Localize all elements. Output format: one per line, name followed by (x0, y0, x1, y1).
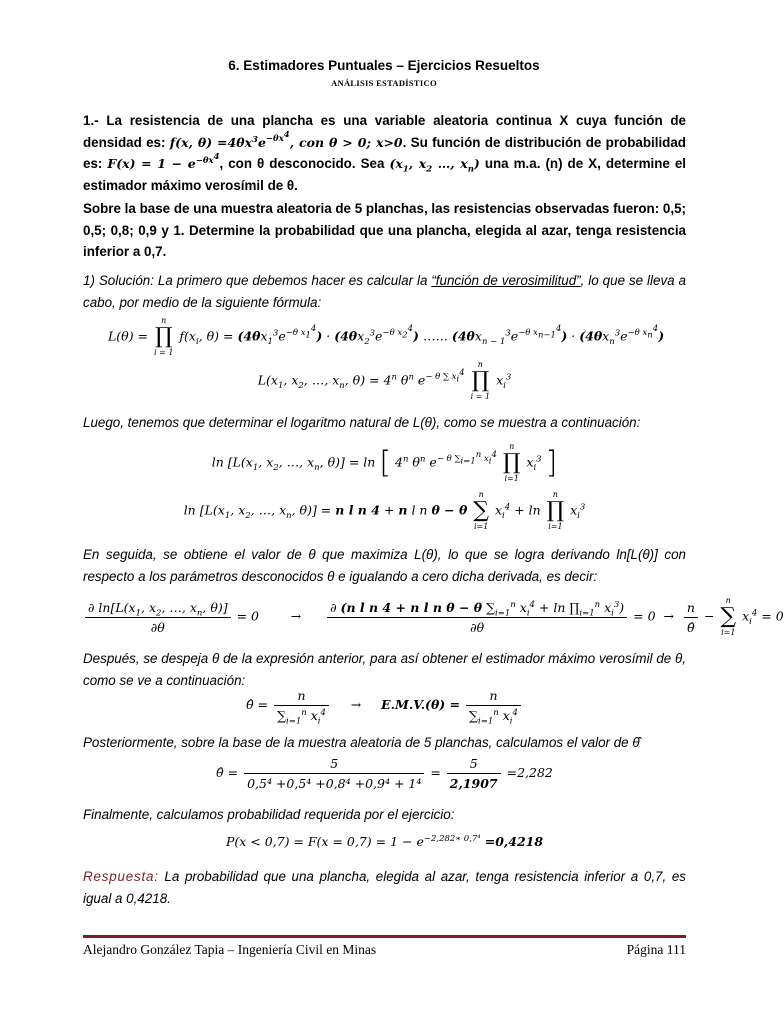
problem-text-d: una m.a. (n) de X, determine el estimador máximo verosímil de θ. (83, 156, 687, 193)
emv-label: E.M.V.(θ) = (381, 697, 461, 712)
footer-author: Alejandro González Tapia – Ingeniería Civil en Minas (83, 942, 377, 957)
problem-text-a: 1.- La resistencia de una plancha es una variable aleatoria continua X cuya función de densidad es: (83, 113, 686, 150)
likelihood-simplified: $L(x_1$, $x_2$, …, $x_n$, $\theta) = 4^n$ $\theta^n$ $e^{- \theta \sum x_i^4}$ n ∏ i = 1 $x_i^3$ (257, 360, 512, 401)
footer-page-number: Página 111 (626, 942, 686, 957)
answer-label: Respuesta: (83, 869, 159, 884)
probability-result: =0,4218 (484, 834, 544, 849)
log-likelihood-1: $\ln [L(x_1$, $x_2$, …, $x_n$, θ)] = ln [ 4$^n$ $\theta^n$ $e^{- \theta \sum_{i=1}^n x_i^4}$ n ∏ i=1 $x_i^3$ ] (211, 442, 558, 483)
distribution-function: $F(x) = 1 - e^{-\theta x^4}$ (107, 152, 220, 171)
theta-numerator: 5 (244, 756, 424, 774)
derivative-equation: $\frac{\partial \ln[L(x_1, x_2, \dots, x_n, \theta)]}{\partial\theta}$ = 0 → $\frac{\partial (n l n 4 + n l n \theta - \theta \sum_{i=1}^n x_i^4 + \ln \prod_{i=1}^n x_i^3)}{\partial\theta}$ = 0 → $\frac{n}{\thetâ}$ − n ∑ i=1 $x_i^4 = 0$ (83, 596, 686, 638)
theta-denominator-1: 0,5⁴ +0,5⁴ +0,8⁴ +0,9⁴ + 1⁴ (247, 776, 422, 791)
problem-statement-2: Sobre la base de una muestra aleatoria de 5 planchas, las resistencias observadas fueron: 0,5; 0,5; 0,8; 0,9 y 1. Determine la probabilidad que una plancha, elegida al azar, tenga resistencia inferior a 0,7. (83, 201, 686, 259)
likelihood-equation: L(θ) = n ∏ i = 1 $f(x_i$, $\theta) = (4\theta x_1^3e^{-\theta x_1^4}) \cdot (4\theta x_2^3e^{-\theta x_2^4})$ …… $(4\theta x_{n - 1}^3e^{-\theta x_{n-1}^4}) \cdot (4\theta x_n^3e^{-\theta x_n^4})$ (108, 316, 665, 357)
probability-lhs: P(x < 0,7) = F(x = 0,7) = 1 − e (225, 834, 424, 849)
post-intro: Posteriormente, sobre la base de la muestra aleatoria de 5 planchas, calculamos el valor de θ̂ (83, 735, 640, 750)
estimator-equation: θ̂ = $\frac{n}{\sum_{i=1}^n x_i^4}$ → E.M.V.(θ) = $\frac{n}{\sum_{i=1}^n x_i^4}$ (83, 688, 686, 723)
footer-rule (83, 935, 686, 938)
log-likelihood-2: $\ln [L(x_1$, $x_2$, …, $x_n$, θ)] = n l n 4 + n l n θ − θ n ∑ i=1 $x_i^4 + \ln$ n ∏ i=1 $x_i^3$ (183, 490, 586, 531)
log-intro: Luego, tenemos que determinar el logaritmo natural de L(θ), como se muestra a continuación: (83, 415, 641, 430)
solution-intro (83, 270, 686, 313)
derivative-intro: En seguida, se obtiene el valor de θ que maximiza L(θ), lo que se logra derivando ln[L(θ)] con respecto a los parámetros desconocidos θ e igualando a cero dicha derivada, es decir: (83, 547, 686, 584)
solution-intro-b: , lo que se lleva a cabo, por medio de la siguiente fórmula: (83, 273, 686, 310)
problem-statement (83, 110, 686, 196)
answer (83, 866, 686, 909)
theta-result: =2,282 (506, 765, 553, 780)
problem-text-b: . Su función de distribución de probabilidad es: (83, 134, 686, 171)
probability-exponent: −2,282∗ 0,7⁴ (423, 833, 481, 844)
density-function: f(x, $\theta) =4\theta x^3e^{-\theta x^4}$, con θ > 0; x>0 (169, 130, 403, 150)
page-title: 6. Estimadores Puntuales – Ejercicios Resueltos (228, 58, 540, 73)
sample-vector: ($x_1$, $x_2$ …, $x_n$) (389, 156, 480, 175)
problem-text-c: , con θ desconocido. Sea (219, 156, 390, 171)
theta-denominator-2: 2,1907 (449, 776, 498, 791)
despeja-intro: Después, se despeja θ de la expresión anterior, para así obtener el estimador máximo verosímil de θ, como se ve a continuación: (83, 651, 686, 688)
page-subtitle: ANÁLISIS ESTADÍSTICO (331, 78, 437, 88)
verosimilitud-link: “función de verosimilitud” (431, 273, 581, 288)
final-intro: Finalmente, calculamos probabilidad requerida por el ejercicio: (83, 807, 455, 822)
theta-value-equation: θ̂ = $\frac{5}{\text{0,5⁴ +0,5⁴ +0,8⁴ +0,9⁴ + 1⁴}}$ = $\frac{5}{2,1907}$ =2,282 (216, 756, 553, 791)
probability-equation (83, 834, 686, 849)
answer-text: La probabilidad que una plancha, elegida al azar, tenga resistencia inferior a 0,7, es igual a 0,4218. (83, 869, 686, 906)
solution-intro-a: 1) Solución: La primero que debemos hacer es calcular la (83, 273, 432, 288)
